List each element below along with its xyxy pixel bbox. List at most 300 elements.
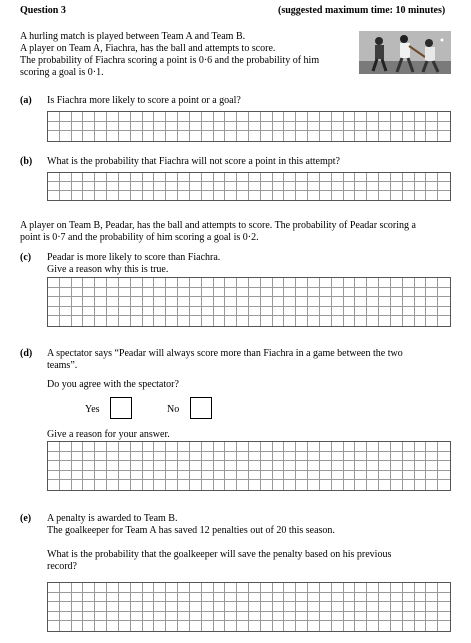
grid-cell [438, 131, 450, 141]
grid-cell [83, 288, 95, 298]
grid-cell [60, 278, 72, 288]
grid-cell [60, 122, 72, 132]
grid-cell [415, 316, 427, 326]
grid-cell [415, 471, 427, 481]
grid-cell [237, 621, 249, 631]
grid-cell [438, 612, 450, 622]
grid-cell [202, 288, 214, 298]
grid-cell [107, 593, 119, 603]
grid-cell [284, 297, 296, 307]
grid-cell [60, 112, 72, 122]
grid-cell [403, 112, 415, 122]
grid-cell [131, 316, 143, 326]
grid-cell [308, 621, 320, 631]
grid-cell [83, 278, 95, 288]
grid-cell [344, 191, 356, 200]
grid-cell [48, 471, 60, 481]
grid-cell [95, 278, 107, 288]
grid-cell [355, 480, 367, 490]
grid-cell [426, 471, 438, 481]
grid-cell [107, 471, 119, 481]
grid-cell [154, 316, 166, 326]
grid-cell [95, 182, 107, 191]
grid-cell [214, 122, 226, 132]
grid-cell [308, 442, 320, 452]
grid-cell [72, 621, 84, 631]
grid-cell [143, 182, 155, 191]
grid-cell [320, 442, 332, 452]
part-e-line-4: record? [47, 561, 77, 572]
grid-cell [107, 583, 119, 593]
grid-cell [214, 461, 226, 471]
grid-cell [426, 112, 438, 122]
grid-cell [72, 288, 84, 298]
grid-cell [83, 112, 95, 122]
grid-cell [332, 452, 344, 462]
grid-cell [72, 297, 84, 307]
grid-cell [225, 593, 237, 603]
grid-cell [273, 122, 285, 132]
grid-cell [48, 297, 60, 307]
grid-cell [391, 452, 403, 462]
grid-cell [178, 122, 190, 132]
grid-cell [261, 602, 273, 612]
grid-cell [83, 122, 95, 132]
grid-cell [403, 182, 415, 191]
grid-cell [273, 297, 285, 307]
grid-cell [284, 602, 296, 612]
grid-cell [296, 461, 308, 471]
grid-cell [284, 316, 296, 326]
grid-cell [308, 593, 320, 603]
answer-grid-d[interactable] [47, 441, 451, 491]
grid-cell [48, 131, 60, 141]
grid-cell [72, 452, 84, 462]
grid-cell [60, 442, 72, 452]
grid-cell [296, 307, 308, 317]
grid-cell [202, 471, 214, 481]
grid-cell [154, 602, 166, 612]
grid-cell [284, 122, 296, 132]
grid-cell [166, 182, 178, 191]
grid-cell [284, 288, 296, 298]
grid-cell [415, 288, 427, 298]
grid-cell [143, 452, 155, 462]
grid-cell [332, 182, 344, 191]
grid-cell [367, 307, 379, 317]
grid-cell [225, 182, 237, 191]
grid-cell [438, 173, 450, 182]
grid-cell [83, 602, 95, 612]
grid-cell [296, 452, 308, 462]
grid-cell [426, 461, 438, 471]
grid-cell [320, 452, 332, 462]
grid-cell [332, 593, 344, 603]
grid-cell [403, 602, 415, 612]
grid-cell [154, 583, 166, 593]
grid-cell [273, 278, 285, 288]
grid-cell [202, 297, 214, 307]
grid-cell [332, 307, 344, 317]
grid-cell [178, 442, 190, 452]
grid-cell [426, 173, 438, 182]
grid-cell [202, 593, 214, 603]
grid-cell [415, 612, 427, 622]
part-a-label: (a) [20, 95, 32, 106]
grid-cell [131, 612, 143, 622]
grid-cell [119, 480, 131, 490]
grid-cell [225, 480, 237, 490]
grid-cell [154, 191, 166, 200]
grid-cell [60, 480, 72, 490]
grid-cell [107, 316, 119, 326]
grid-cell [344, 122, 356, 132]
grid-cell [379, 191, 391, 200]
grid-cell [72, 480, 84, 490]
grid-cell [249, 452, 261, 462]
grid-cell [72, 612, 84, 622]
grid-cell [355, 452, 367, 462]
part-e-line-2: The goalkeeper for Team A has saved 12 penalties out of 20 this season. [47, 525, 335, 536]
grid-cell [131, 191, 143, 200]
grid-cell [48, 173, 60, 182]
grid-cell [166, 471, 178, 481]
grid-cell [143, 602, 155, 612]
grid-cell [273, 593, 285, 603]
grid-cell [95, 122, 107, 132]
intro-line-4: scoring a goal is 0·1. [20, 67, 104, 78]
grid-cell [426, 480, 438, 490]
grid-cell [296, 131, 308, 141]
grid-cell [214, 182, 226, 191]
grid-cell [60, 583, 72, 593]
grid-cell [379, 173, 391, 182]
grid-cell [72, 131, 84, 141]
grid-cell [367, 461, 379, 471]
grid-cell [237, 593, 249, 603]
grid-cell [344, 278, 356, 288]
grid-cell [214, 621, 226, 631]
grid-cell [237, 471, 249, 481]
grid-cell [237, 316, 249, 326]
grid-cell [273, 182, 285, 191]
grid-cell [83, 182, 95, 191]
grid-cell [143, 278, 155, 288]
grid-cell [214, 191, 226, 200]
grid-cell [320, 316, 332, 326]
grid-cell [355, 122, 367, 132]
grid-cell [166, 583, 178, 593]
grid-cell [261, 112, 273, 122]
grid-cell [355, 307, 367, 317]
grid-cell [83, 452, 95, 462]
grid-cell [403, 612, 415, 622]
grid-cell [83, 480, 95, 490]
grid-cell [131, 452, 143, 462]
grid-cell [72, 461, 84, 471]
grid-cell [320, 173, 332, 182]
grid-cell [131, 442, 143, 452]
grid-cell [320, 297, 332, 307]
grid-cell [438, 288, 450, 298]
part-d-label: (d) [20, 348, 33, 359]
grid-cell [178, 278, 190, 288]
grid-cell [48, 583, 60, 593]
grid-cell [60, 612, 72, 622]
grid-cell [178, 621, 190, 631]
grid-cell [426, 452, 438, 462]
answer-grid-a[interactable] [47, 111, 451, 142]
grid-cell [249, 278, 261, 288]
grid-cell [320, 122, 332, 132]
grid-cell [166, 173, 178, 182]
grid-cell [60, 452, 72, 462]
grid-cell [202, 612, 214, 622]
part-d-line-1: A spectator says “Peadar will always score more than Fiachra in a game between the two [47, 348, 403, 359]
grid-cell [83, 173, 95, 182]
grid-cell [296, 612, 308, 622]
grid-cell [332, 288, 344, 298]
grid-cell [190, 593, 202, 603]
grid-cell [284, 612, 296, 622]
grid-cell [296, 297, 308, 307]
grid-cell [284, 173, 296, 182]
grid-cell [426, 583, 438, 593]
grid-cell [48, 112, 60, 122]
grid-cell [273, 480, 285, 490]
grid-cell [190, 288, 202, 298]
grid-cell [284, 307, 296, 317]
grid-cell [154, 112, 166, 122]
grid-cell [249, 307, 261, 317]
grid-cell [296, 182, 308, 191]
grid-cell [95, 471, 107, 481]
grid-cell [438, 583, 450, 593]
grid-cell [107, 288, 119, 298]
grid-cell [284, 131, 296, 141]
grid-cell [355, 297, 367, 307]
grid-cell [237, 191, 249, 200]
grid-cell [131, 122, 143, 132]
grid-cell [273, 316, 285, 326]
grid-cell [426, 182, 438, 191]
grid-cell [249, 112, 261, 122]
grid-cell [438, 316, 450, 326]
grid-cell [119, 621, 131, 631]
grid-cell [143, 621, 155, 631]
grid-cell [178, 612, 190, 622]
grid-cell [367, 112, 379, 122]
grid-cell [143, 122, 155, 132]
grid-cell [143, 480, 155, 490]
grid-cell [107, 480, 119, 490]
grid-cell [391, 480, 403, 490]
grid-cell [237, 612, 249, 622]
grid-cell [379, 621, 391, 631]
grid-cell [391, 471, 403, 481]
grid-cell [415, 307, 427, 317]
no-checkbox[interactable] [190, 397, 212, 419]
grid-cell [367, 452, 379, 462]
grid-cell [284, 461, 296, 471]
grid-cell [119, 297, 131, 307]
grid-cell [273, 612, 285, 622]
answer-grid-e[interactable] [47, 582, 451, 632]
grid-cell [426, 442, 438, 452]
part-c-line-2: Give a reason why this is true. [47, 264, 169, 275]
grid-cell [154, 612, 166, 622]
grid-cell [391, 583, 403, 593]
grid-cell [332, 191, 344, 200]
grid-cell [379, 307, 391, 317]
grid-cell [426, 191, 438, 200]
grid-cell [403, 442, 415, 452]
grid-cell [415, 583, 427, 593]
grid-cell [95, 307, 107, 317]
grid-cell [237, 173, 249, 182]
grid-cell [143, 612, 155, 622]
answer-grid-b[interactable] [47, 172, 451, 201]
grid-cell [72, 182, 84, 191]
grid-cell [320, 612, 332, 622]
grid-cell [119, 122, 131, 132]
grid-cell [403, 452, 415, 462]
grid-cell [154, 593, 166, 603]
grid-cell [332, 442, 344, 452]
part-d-reason: Give a reason for your answer. [47, 429, 170, 440]
grid-cell [332, 112, 344, 122]
grid-cell [296, 173, 308, 182]
grid-cell [249, 461, 261, 471]
yes-checkbox[interactable] [110, 397, 132, 419]
grid-cell [143, 316, 155, 326]
grid-cell [355, 602, 367, 612]
grid-cell [320, 288, 332, 298]
part-e-label: (e) [20, 513, 32, 524]
grid-cell [107, 173, 119, 182]
grid-cell [415, 621, 427, 631]
part-e-line-1: A penalty is awarded to Team B. [47, 513, 178, 524]
grid-cell [367, 471, 379, 481]
grid-cell [214, 612, 226, 622]
grid-cell [391, 173, 403, 182]
grid-cell [83, 461, 95, 471]
grid-cell [415, 191, 427, 200]
grid-cell [166, 621, 178, 631]
hurling-photo [359, 31, 451, 74]
grid-cell [225, 442, 237, 452]
grid-cell [83, 612, 95, 622]
grid-cell [344, 307, 356, 317]
grid-cell [202, 442, 214, 452]
grid-cell [48, 442, 60, 452]
grid-cell [131, 471, 143, 481]
grid-cell [214, 278, 226, 288]
grid-cell [403, 593, 415, 603]
grid-cell [438, 480, 450, 490]
grid-cell [379, 452, 391, 462]
grid-cell [296, 471, 308, 481]
grid-cell [48, 307, 60, 317]
grid-cell [214, 307, 226, 317]
grid-cell [48, 621, 60, 631]
grid-cell [403, 316, 415, 326]
grid-cell [225, 471, 237, 481]
grid-cell [249, 621, 261, 631]
grid-cell [119, 307, 131, 317]
grid-cell [107, 112, 119, 122]
grid-cell [355, 461, 367, 471]
grid-cell [320, 621, 332, 631]
grid-cell [190, 182, 202, 191]
grid-cell [415, 122, 427, 132]
grid-cell [261, 452, 273, 462]
grid-cell [308, 182, 320, 191]
grid-cell [131, 288, 143, 298]
part-c-label: (c) [20, 252, 32, 263]
grid-cell [131, 278, 143, 288]
grid-cell [225, 122, 237, 132]
grid-cell [202, 316, 214, 326]
grid-cell [214, 471, 226, 481]
grid-cell [83, 583, 95, 593]
answer-grid-c[interactable] [47, 277, 451, 327]
grid-cell [344, 131, 356, 141]
grid-cell [214, 112, 226, 122]
grid-cell [48, 316, 60, 326]
grid-cell [308, 461, 320, 471]
grid-cell [72, 122, 84, 132]
grid-cell [284, 471, 296, 481]
grid-cell [391, 621, 403, 631]
grid-cell [225, 112, 237, 122]
grid-cell [284, 112, 296, 122]
grid-cell [391, 307, 403, 317]
grid-cell [308, 191, 320, 200]
grid-cell [48, 278, 60, 288]
grid-cell [379, 593, 391, 603]
grid-cell [379, 583, 391, 593]
grid-cell [367, 122, 379, 132]
grid-cell [344, 461, 356, 471]
grid-cell [95, 112, 107, 122]
grid-cell [190, 471, 202, 481]
grid-cell [403, 131, 415, 141]
grid-cell [284, 182, 296, 191]
grid-cell [308, 471, 320, 481]
grid-cell [178, 131, 190, 141]
grid-cell [95, 316, 107, 326]
grid-cell [107, 442, 119, 452]
grid-cell [107, 452, 119, 462]
grid-cell [95, 442, 107, 452]
grid-cell [178, 182, 190, 191]
grid-cell [403, 471, 415, 481]
grid-cell [237, 480, 249, 490]
grid-cell [143, 593, 155, 603]
grid-cell [60, 471, 72, 481]
grid-cell [296, 316, 308, 326]
grid-cell [166, 442, 178, 452]
grid-cell [344, 182, 356, 191]
grid-cell [344, 593, 356, 603]
grid-cell [320, 182, 332, 191]
grid-cell [415, 173, 427, 182]
grid-cell [237, 112, 249, 122]
part-b-label: (b) [20, 156, 33, 167]
grid-cell [214, 602, 226, 612]
intro2-line-1: A player on Team B, Peadar, has the ball and attempts to score. The probability of Peadar scoring a [20, 220, 416, 231]
